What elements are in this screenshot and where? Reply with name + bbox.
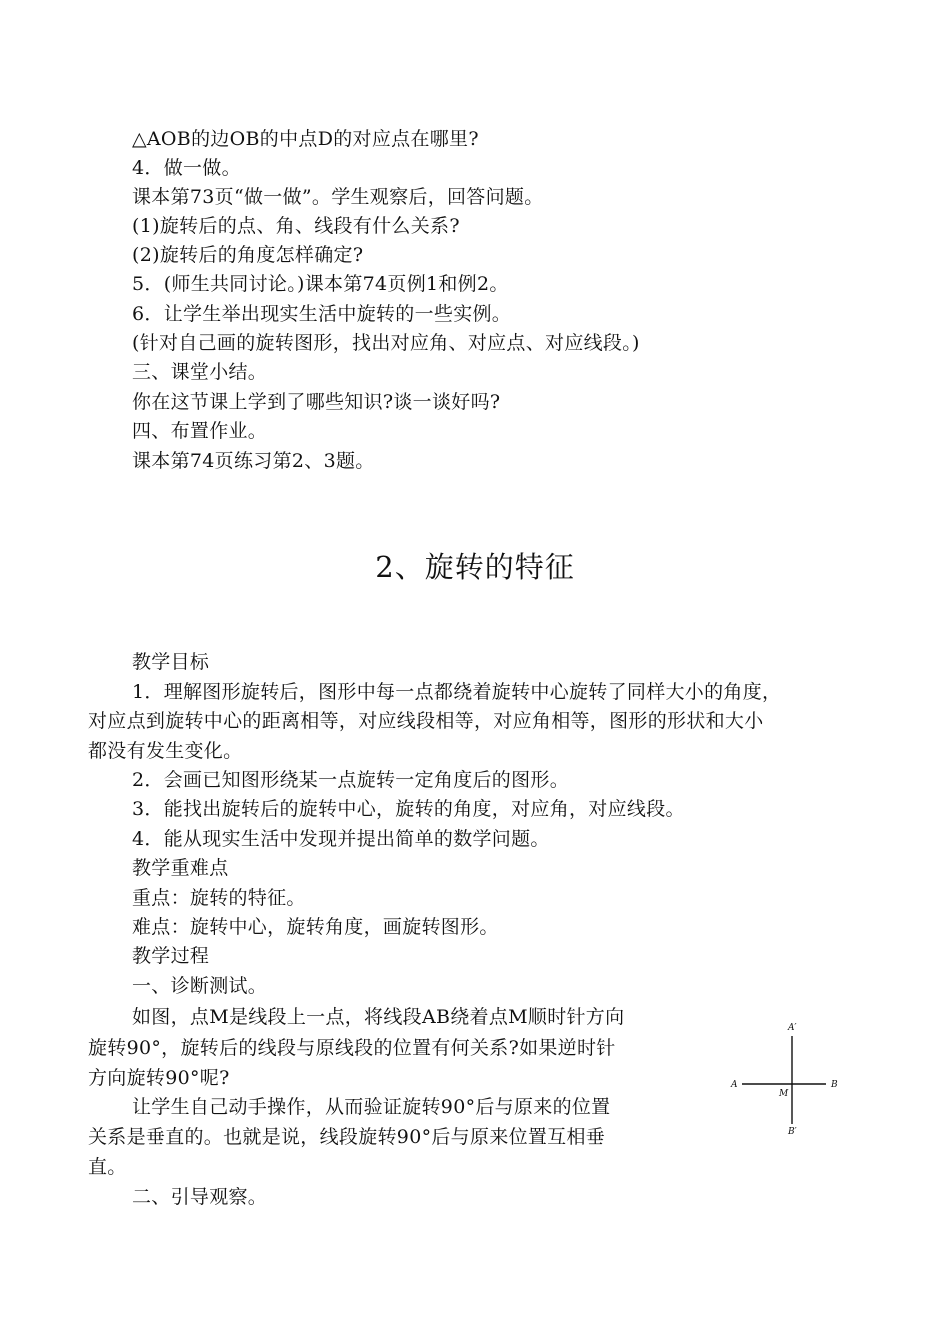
- key-point: 重点：旋转的特征。: [132, 887, 306, 909]
- goal2: 2．会画已知图形绕某一点旋转一定角度后的图形。: [132, 769, 569, 791]
- text-line-step4: 4．做一做。: [132, 157, 241, 179]
- para2-line2: 关系是垂直的。也就是说，线段旋转90°后与原来位置互相垂: [88, 1126, 606, 1148]
- text-line-summary-question: 你在这节课上学到了哪些知识?谈一谈好吗?: [132, 391, 501, 413]
- para2-line3: 直。: [88, 1156, 127, 1178]
- text-line-question: △AOB的边OB的中点D的对应点在哪里?: [132, 128, 479, 150]
- para1-line1: 如图，点M是线段上一点，将线段AB绕着点M顺时针方向: [132, 1006, 625, 1028]
- text-line-homework: 课本第74页练习第2、3题。: [132, 450, 375, 472]
- label-b-prime: B′: [788, 1127, 797, 1137]
- text-line-textbook-73: 课本第73页“做一做”。学生观察后，回答问题。: [132, 186, 544, 208]
- label-b: B: [831, 1080, 838, 1090]
- goals-heading: 教学目标: [132, 651, 210, 673]
- step2-heading: 二、引导观察。: [132, 1186, 268, 1208]
- process-heading: 教学过程: [132, 945, 210, 967]
- section-title: 2、旋转的特征: [375, 550, 575, 584]
- difficult-point: 难点：旋转中心，旋转角度，画旋转图形。: [132, 916, 499, 938]
- goal1-line1: 1．理解图形旋转后，图形中每一点都绕着旋转中心旋转了同样大小的角度，: [132, 681, 782, 703]
- rotation-figure: [728, 1016, 848, 1146]
- text-line-step5: 5．(师生共同讨论。)课本第74页例1和例2。: [132, 273, 509, 295]
- step1-heading: 一、诊断测试。: [132, 975, 268, 997]
- text-line-summary-heading: 三、课堂小结。: [132, 361, 268, 383]
- goal4: 4．能从现实生活中发现并提出简单的数学问题。: [132, 828, 550, 850]
- para1-line3: 方向旋转90°呢?: [88, 1067, 230, 1089]
- key-heading: 教学重难点: [132, 857, 229, 879]
- label-a-prime: A′: [788, 1023, 797, 1033]
- label-m: M: [779, 1089, 789, 1099]
- para1-line2: 旋转90°，旋转后的线段与原线段的位置有何关系?如果逆时针: [88, 1037, 616, 1059]
- text-line-q2: (2)旋转后的角度怎样确定?: [132, 244, 364, 266]
- label-a: A: [731, 1080, 738, 1090]
- text-line-note: (针对自己画的旋转图形，找出对应角、对应点、对应线段。): [132, 332, 640, 354]
- text-line-homework-heading: 四、布置作业。: [132, 420, 268, 442]
- goal1-line2: 对应点到旋转中心的距离相等，对应线段相等，对应角相等，图形的形状和大小: [88, 710, 764, 732]
- text-line-step6: 6．让学生举出现实生活中旋转的一些实例。: [132, 303, 512, 325]
- para2-line1: 让学生自己动手操作，从而验证旋转90°后与原来的位置: [132, 1096, 611, 1118]
- goal3: 3．能找出旋转后的旋转中心，旋转的角度，对应角，对应线段。: [132, 798, 685, 820]
- text-line-q1: (1)旋转后的点、角、线段有什么关系?: [132, 215, 460, 237]
- goal1-line3: 都没有发生变化。: [88, 740, 243, 762]
